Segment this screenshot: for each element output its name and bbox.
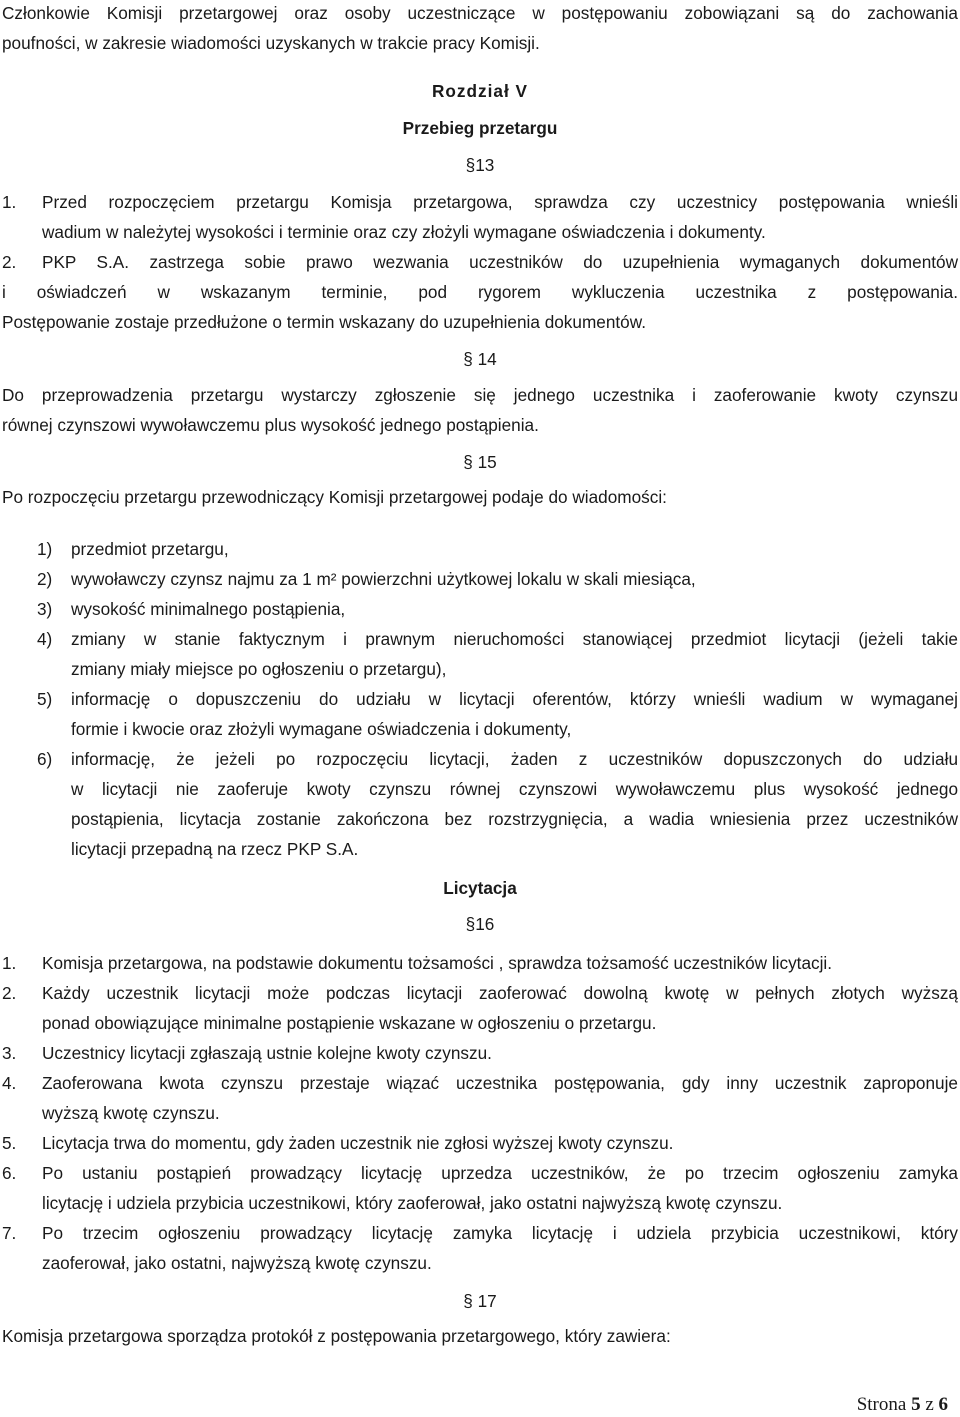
paragraph-line: Po rozpoczęciu przetargu przewodniczący Komisji przetargowej podaje do wiadomości:	[2, 487, 667, 507]
list-item-line: w licytacji nie zaoferuje kwoty czynszu równej czynszowi wywoławczemu plus wysokość jednego	[71, 779, 958, 799]
footer-page: 5	[911, 1394, 921, 1415]
list-item-line: informację, że jeżeli po rozpoczęciu licytacji, żaden z uczestników dopuszczonych do udziału	[71, 749, 958, 769]
page-footer	[857, 1394, 948, 1416]
paragraph-line: Do przeprowadzenia przetargu wystarczy zgłoszenie się jednego uczestnika i zaoferowanie kwoty czynszu	[2, 385, 958, 405]
paragraph-line: Postępowanie zostaje przedłużone o termin wskazany do uzupełnienia dokumentów.	[2, 312, 646, 332]
list-item-line: licytację i udziela przybicia uczestnikowi, który zaoferował, jako ostatni najwyższą kwotę czynszu.	[42, 1193, 783, 1213]
list-item-line: Komisja przetargowa, na podstawie dokumentu tożsamości , sprawdza tożsamość uczestników licytacji.	[42, 953, 833, 973]
list-number: 4.	[2, 1073, 17, 1093]
list-number: 3.	[2, 1043, 17, 1063]
list-item-line: wyższą kwotę czynszu.	[42, 1103, 220, 1123]
list-number: 7.	[2, 1223, 17, 1243]
list-number: 2.	[2, 252, 17, 272]
footer-total: 6	[938, 1394, 948, 1415]
paragraph-line: PKP S.A. zastrzega sobie prawo wezwania uczestników do uzupełnienia wymaganych dokumentów	[42, 252, 958, 272]
list-item-line: postąpienia, licytacja zostanie zakończona bez rozstrzygnięcia, a wadia wniesienia przez uczestników	[71, 809, 958, 829]
section-heading: § 17	[463, 1291, 497, 1311]
footer-sep: z	[925, 1394, 934, 1415]
subsection-title: Licytacja	[443, 878, 517, 898]
list-item-line: formie i kwocie oraz złożyli wymagane oświadczenia i dokumenty,	[71, 719, 572, 739]
section-heading: § 14	[463, 349, 497, 369]
list-number: 6.	[2, 1163, 17, 1183]
list-number: 1)	[37, 539, 53, 559]
list-item-line: informację o dopuszczeniu do udziału w licytacji oferentów, którzy wnieśli wadium w wymaganej	[71, 689, 958, 709]
list-item-line: wysokość minimalnego postąpienia,	[71, 599, 346, 619]
list-number: 1.	[2, 953, 17, 973]
list-item-line: ponad obowiązujące minimalne postąpienie wskazane w ogłoszeniu o przetargu.	[42, 1013, 657, 1033]
footer-prefix: Strona	[856, 1394, 907, 1415]
list-number: 6)	[37, 749, 53, 769]
list-number: 5.	[2, 1133, 17, 1153]
section-heading: §16	[465, 914, 495, 934]
list-item-line: zmiany miały miejsce po ogłoszeniu o przetargu),	[71, 659, 447, 679]
list-item-line: wywoławczy czynsz najmu za 1 m² powierzchni użytkowej lokalu w skali miesiąca,	[71, 569, 696, 589]
list-number: 2)	[37, 569, 53, 589]
chapter-subtitle: Przebieg przetargu	[402, 118, 558, 138]
paragraph-line: równej czynszowi wywoławczemu plus wysokość jednego postąpienia.	[2, 415, 539, 435]
chapter-title: Rozdział V	[432, 81, 528, 101]
section-heading: §13	[465, 155, 495, 175]
list-number: 2.	[2, 983, 17, 1003]
list-number: 5)	[37, 689, 53, 709]
intro-line: poufności, w zakresie wiadomości uzyskanych w trakcie pracy Komisji.	[2, 33, 540, 53]
list-number: 4)	[37, 629, 53, 649]
list-item-line: zmiany w stanie faktycznym i prawnym nieruchomości stanowiącej przedmiot licytacji (jeżeli takie	[71, 629, 958, 649]
list-number: 3)	[37, 599, 53, 619]
paragraph-line: Komisja przetargowa sporządza protokół z postępowania przetargowego, który zawiera:	[2, 1326, 671, 1346]
paragraph-line: wadium w należytej wysokości i terminie oraz czy złożyli wymagane oświadczenia i dokumenty.	[42, 222, 766, 242]
list-item-line: przedmiot przetargu,	[71, 539, 229, 559]
list-item-line: Zaoferowana kwota czynszu przestaje wiązać uczestnika postępowania, gdy inny uczestnik zaproponuje	[42, 1073, 958, 1093]
intro-line: Członkowie Komisji przetargowej oraz osoby uczestniczące w postępowaniu zobowiązani są do zachowania	[2, 3, 958, 23]
section-heading: § 15	[463, 452, 497, 472]
list-number: 1.	[2, 192, 17, 212]
paragraph-line: Przed rozpoczęciem przetargu Komisja przetargowa, sprawdza czy uczestnicy postępowania wnieśli	[42, 192, 958, 212]
paragraph-line: i oświadczeń w wskazanym terminie, pod rygorem wykluczenia uczestnika z postępowania.	[2, 282, 958, 302]
list-item-line: Po ustaniu postąpień prowadzący licytację uprzedza uczestników, że po trzecim ogłoszeniu zamyka	[42, 1163, 958, 1183]
list-item-line: Każdy uczestnik licytacji może podczas licytacji zaoferować dowolną kwotę w pełnych złotych wyższą	[42, 983, 958, 1003]
list-item-line: Po trzecim ogłoszeniu prowadzący licytację zamyka licytację i udziela przybicia uczestnikowi, który	[42, 1223, 958, 1243]
list-item-line: Uczestnicy licytacji zgłaszają ustnie kolejne kwoty czynszu.	[42, 1043, 492, 1063]
list-item-line: Licytacja trwa do momentu, gdy żaden uczestnik nie zgłosi wyższej kwoty czynszu.	[42, 1133, 674, 1153]
list-item-line: licytacji przepadną na rzecz PKP S.A.	[71, 839, 359, 859]
list-item-line: zaoferował, jako ostatni, najwyższą kwotę czynszu.	[42, 1253, 432, 1273]
